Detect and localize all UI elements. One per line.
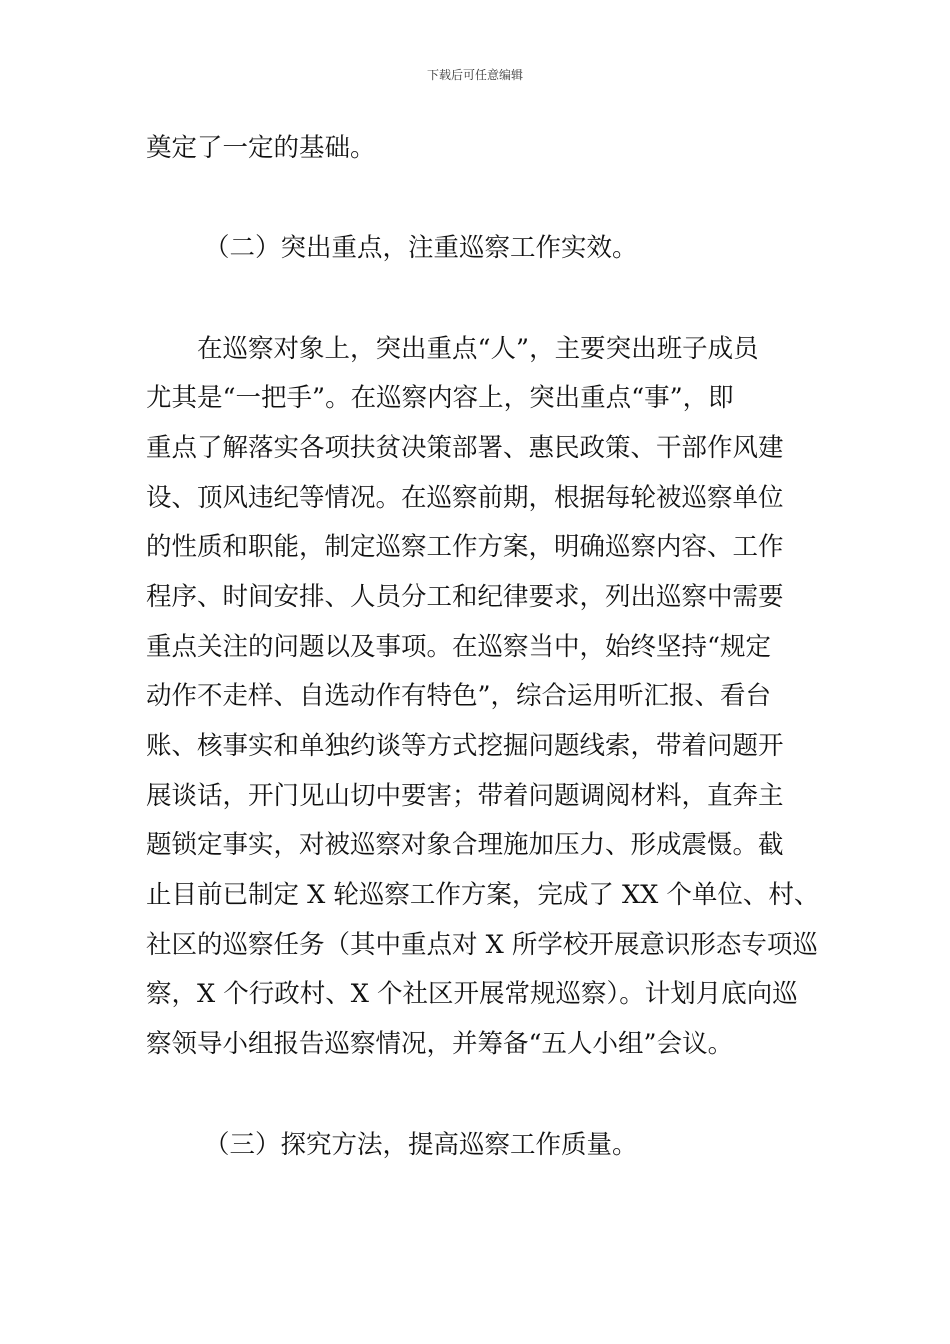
paragraph-line: 设、顶风违纪等情况。在巡察前期，根据每轮被巡察单位	[146, 483, 784, 513]
section-heading-2: （二）突出重点，注重巡察工作实效。	[204, 233, 638, 263]
paragraph-line: 社区的巡察任务（其中重点对 X 所学校开展意识形态专项巡	[146, 930, 818, 960]
continuation-line: 奠定了一定的基础。	[146, 133, 376, 163]
paragraph-line: 程序、时间安排、人员分工和纪律要求，列出巡察中需要	[146, 582, 784, 612]
paragraph-line: 重点关注的问题以及事项。在巡察当中，始终坚持“规定	[146, 632, 772, 662]
paragraph-line: 展谈话，开门见山切中要害；带着问题调阅材料，直奔主	[146, 781, 784, 811]
paragraph-line: 在巡察对象上，突出重点“人”，主要突出班子成员	[146, 334, 759, 364]
paragraph-line: 察，X 个行政村、X 个社区开展常规巡察）。计划月底向巡	[146, 979, 798, 1009]
paragraph-line: 题锁定事实，对被巡察对象合理施加压力、形成震慑。截	[146, 830, 784, 860]
paragraph-line: 的性质和职能，制定巡察工作方案，明确巡察内容、工作	[146, 532, 784, 562]
paragraph-line: 动作不走样、自选动作有特色”，综合运用听汇报、看台	[146, 681, 772, 711]
paragraph-line: 止目前已制定 X 轮巡察工作方案，完成了 XX 个单位、村、	[146, 880, 820, 910]
paragraph-line: 察领导小组报告巡察情况，并筹备“五人小组”会议。	[146, 1029, 734, 1059]
page-header: 下载后可任意编辑	[426, 68, 523, 82]
paragraph-line: 账、核事实和单独约谈等方式挖掘问题线索，带着问题开	[146, 731, 784, 761]
section-heading-3: （三）探究方法，提高巡察工作质量。	[204, 1130, 638, 1160]
paragraph-line: 尤其是“一把手”。在巡察内容上，突出重点“事”，即	[146, 383, 734, 413]
paragraph-line: 重点了解落实各项扶贫决策部署、惠民政策、干部作风建	[146, 433, 784, 463]
